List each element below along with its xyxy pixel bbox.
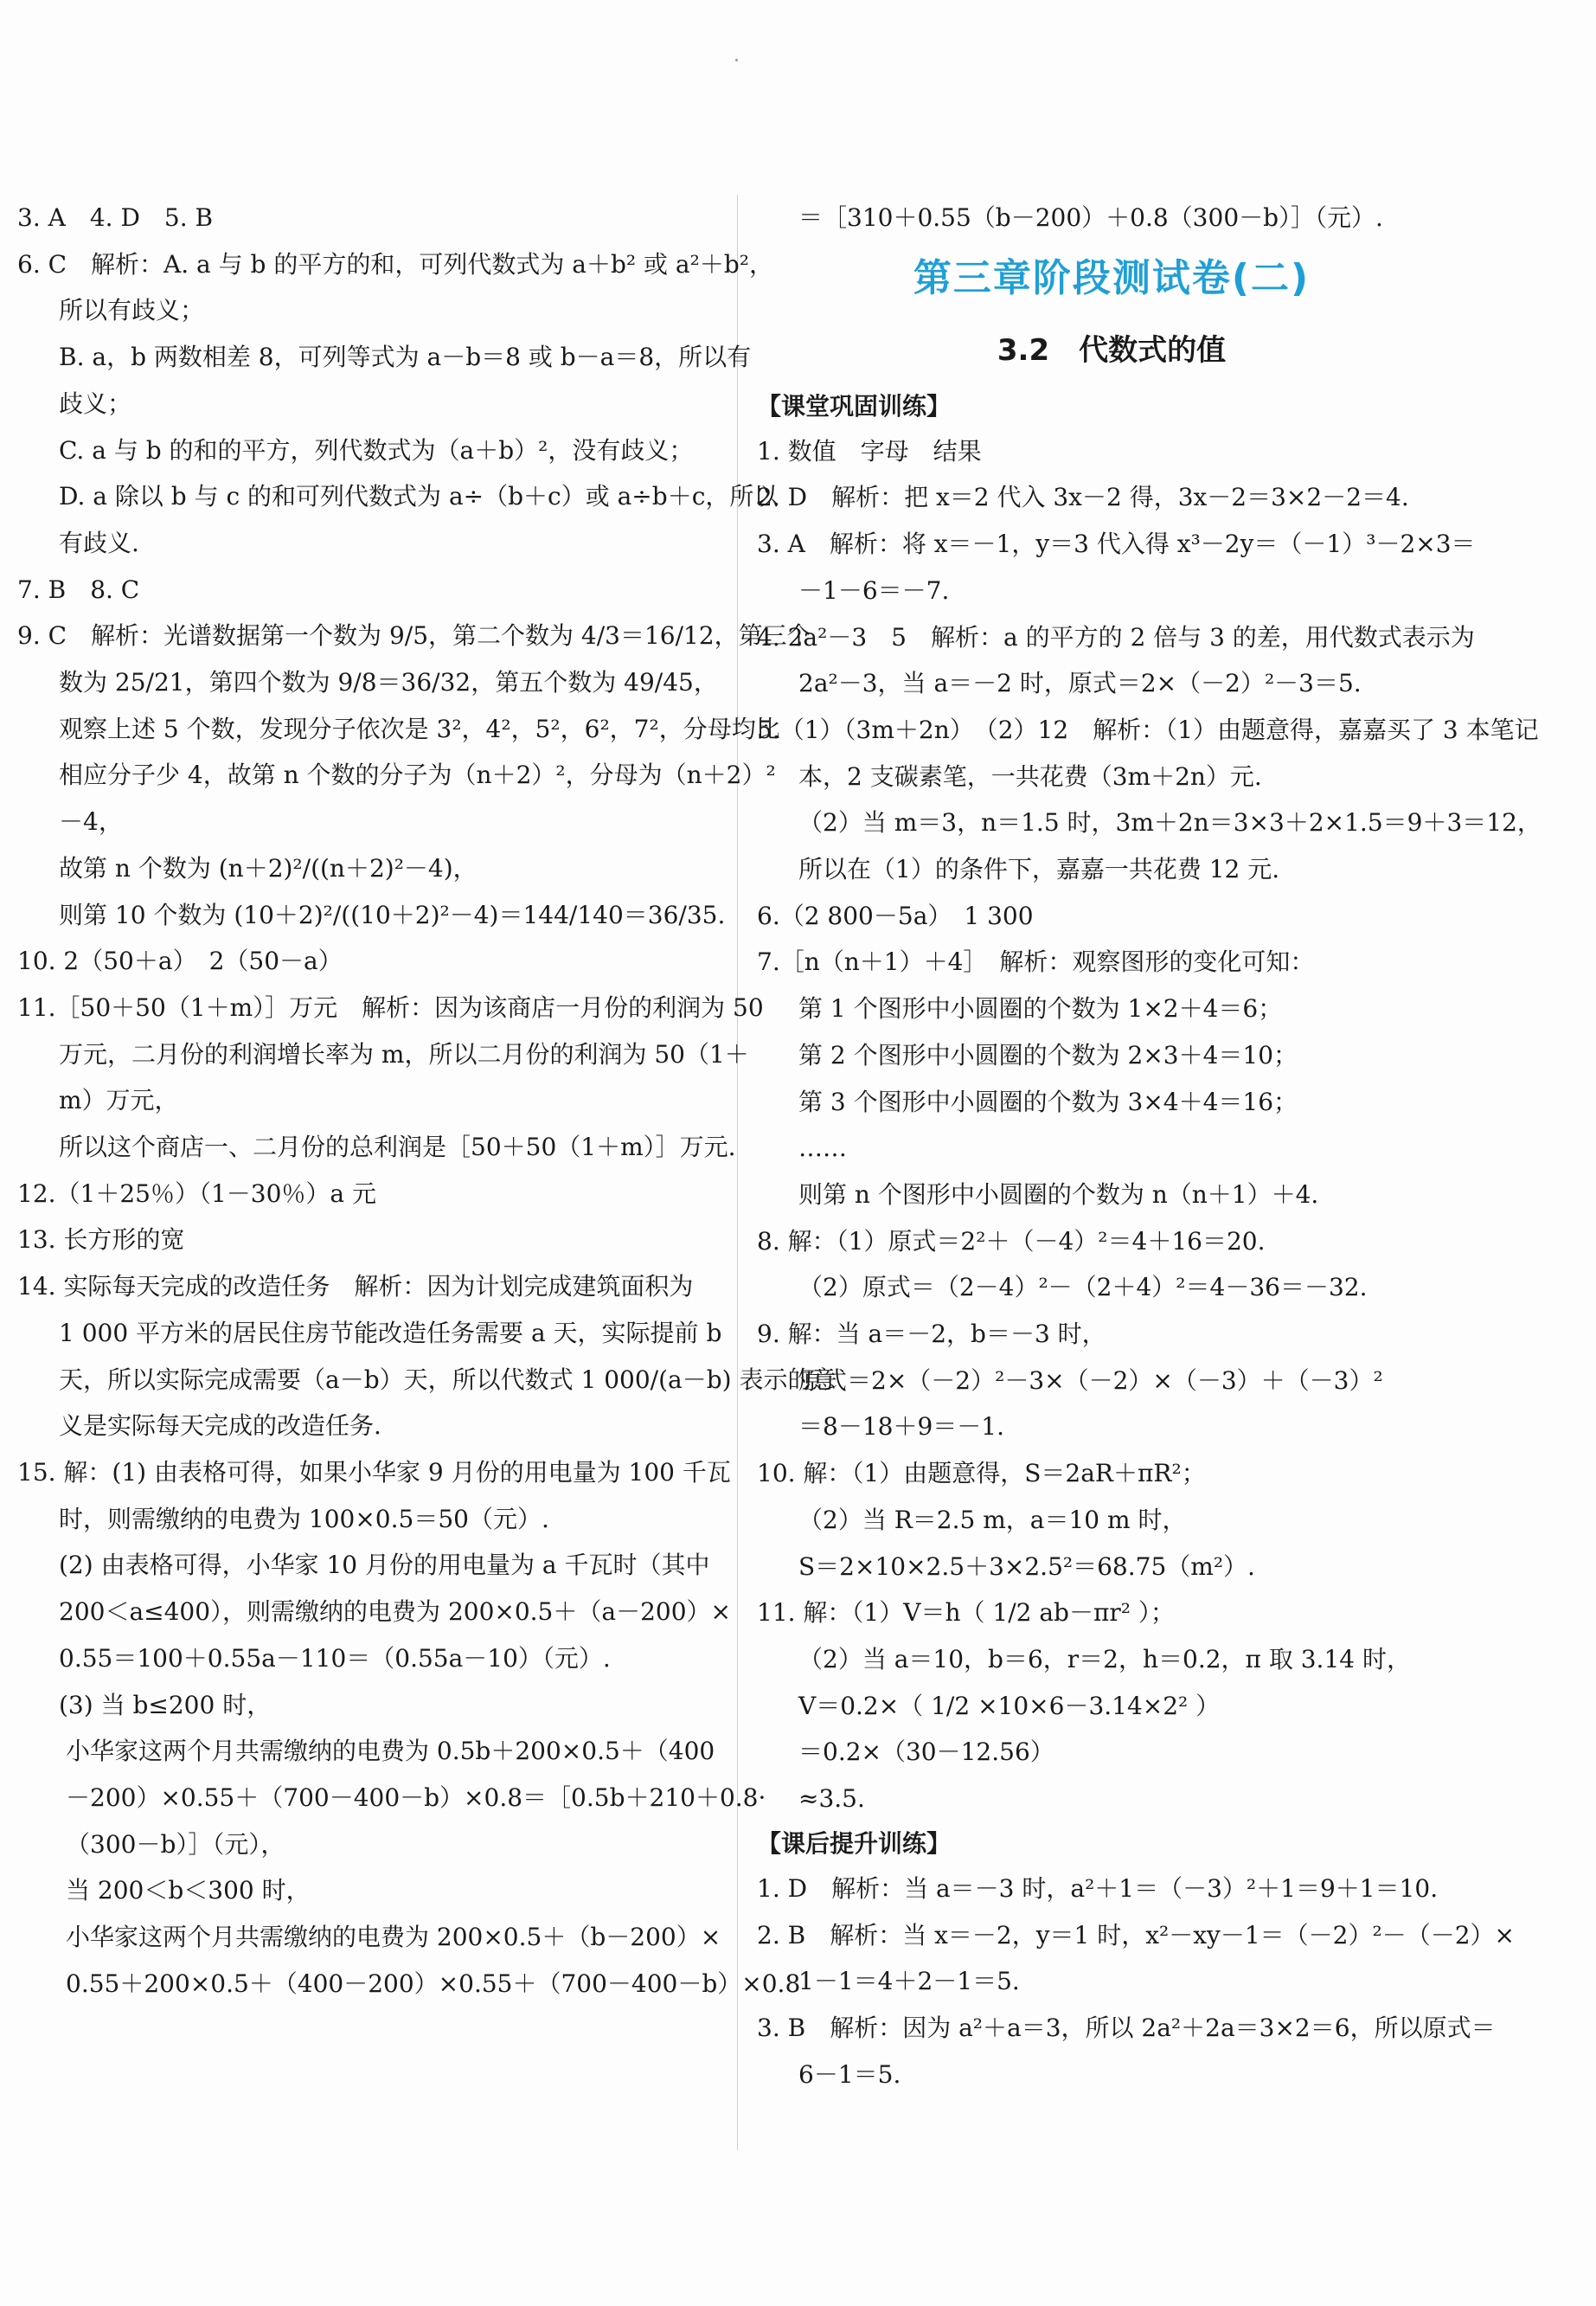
right-column <box>757 195 1542 2097</box>
answer-line: 0.55＝100＋0.55a－110＝（0.55a－10）（元）. <box>59 1643 611 1673</box>
answer-line: （2）当 R＝2.5 m，a＝10 m 时， <box>798 1505 1187 1534</box>
answer-line: 则第 10 个数为 (10＋2)²/((10＋2)²－4)＝144/140＝36/35. <box>59 900 726 929</box>
answer-line: －200）×0.55＋（700－400－b）×0.8＝［0.5b＋210＋0.8· <box>66 1782 766 1812</box>
answer-line: 数为 25/21，第四个数为 9/8＝36/32，第五个数为 49/45， <box>59 668 718 697</box>
answer-line: 10. 解：（1）由题意得，S＝2aR＋πR²； <box>757 1459 1206 1488</box>
answer-line: （2）原式＝（2－4）²－（2＋4）²＝4－36＝－32. <box>798 1273 1368 1302</box>
answer-line: D. a 除以 b 与 c 的和可列代数式为 a÷（b＋c）或 a÷b＋c，所以 <box>59 482 779 511</box>
answer-line: 第 3 个图形中小圆圈的个数为 3×4＋4＝16； <box>798 1087 1298 1116</box>
section-title: 3.2 代数式的值 <box>997 332 1227 368</box>
answer-line: 所以在（1）的条件下，嘉嘉一共花费 12 元. <box>798 855 1280 884</box>
scan-speck <box>735 59 738 61</box>
answer-line: （2）当 a＝10，b＝6，r＝2，h＝0.2，π 取 3.14 时， <box>798 1644 1411 1673</box>
answer-line: 则第 n 个图形中小圆圈的个数为 n（n＋1）＋4. <box>798 1179 1319 1209</box>
answer-line: 6－1＝5. <box>798 2059 901 2089</box>
answer-line: 小华家这两个月共需缴纳的电费为 0.5b＋200×0.5＋（400 <box>66 1737 715 1766</box>
answer-line: C. a 与 b 的和的平方，列代数式为（a＋b）²，没有歧义； <box>59 435 694 465</box>
answer-line: 当 200＜b＜300 时， <box>66 1876 311 1905</box>
answer-line: 本，2 支碳素笔，一共花费（3m＋2n）元. <box>798 761 1262 791</box>
answer-line: 观察上述 5 个数，发现分子依次是 3²，4²，5²，6²，7²，分母均比 <box>59 714 780 743</box>
answer-line: 7.［n（n＋1）＋4］ 解析：观察图形的变化可知： <box>757 947 1315 977</box>
answer-line: －4， <box>59 807 123 837</box>
answer-line: 第 1 个图形中小圆圈的个数为 1×2＋4＝6； <box>798 994 1283 1024</box>
section-label-classroom: 【课堂巩固训练】 <box>757 391 952 421</box>
answer-line: 3. A 4. D 5. B <box>17 203 214 232</box>
continued-line: ＝［310＋0.55（b－200）＋0.8（300－b）］（元）. <box>798 203 1383 232</box>
answer-line: S＝2×10×2.5＋3×2.5²＝68.75（m²）. <box>798 1551 1255 1581</box>
answer-line: (2) 由表格可得，小华家 10 月份的用电量为 a 千瓦时（其中 <box>59 1551 710 1580</box>
answer-line: 200＜a≤400），则需缴纳的电费为 200×0.5＋（a－200）× <box>59 1597 731 1627</box>
answer-line: ＝0.2×（30－12.56） <box>798 1738 1054 1767</box>
answer-line: ≈3.5. <box>798 1784 865 1814</box>
answer-line: 9. 解：当 a＝－2，b＝－3 时， <box>757 1320 1106 1349</box>
answer-line: 义是实际每天完成的改造任务. <box>59 1411 381 1441</box>
answer-line: 2a²－3，当 a＝－2 时，原式＝2×（－2）²－3＝5. <box>798 669 1362 698</box>
answer-line: 天，所以实际完成需要（a－b）天，所以代数式 1 000/(a－b) 表示的意 <box>59 1365 836 1394</box>
answer-line: …… <box>798 1134 847 1163</box>
answer-line: 9. C 解析：光谱数据第一个数为 9/5，第二个数为 4/3＝16/12，第三个 <box>17 621 811 651</box>
chapter-title: 第三章阶段测试卷(二) <box>913 255 1311 300</box>
answer-line: 4. 2a²－3 5 解析：a 的平方的 2 倍与 3 的差，用代数式表示为 <box>757 622 1475 652</box>
answer-line: 14. 实际每天完成的改造任务 解析：因为计划完成建筑面积为 <box>17 1272 694 1301</box>
answer-line: 11. 解：（1）V＝h（ 1/2 ab－πr² ）； <box>757 1598 1175 1628</box>
answer-line: 所以这个商店一、二月份的总利润是［50＋50（1＋m）］万元. <box>59 1133 736 1162</box>
answer-line: B. a，b 两数相差 8，可列等式为 a－b＝8 或 b－a＝8，所以有 <box>59 343 752 372</box>
answer-line: 7. B 8. C <box>17 575 140 604</box>
answer-line: 0.55＋200×0.5＋（400－200）×0.55＋（700－400－b）×0.8 <box>66 1969 801 1998</box>
answer-line: 3. A 解析：将 x＝－1，y＝3 代入得 x³－2y＝（－1）³－2×3＝ <box>757 530 1476 559</box>
answer-line: ＝8－18＋9＝－1. <box>798 1412 1004 1442</box>
answer-line: 13. 长方形的宽 <box>17 1225 185 1255</box>
answer-line: 2. D 解析：把 x＝2 代入 3x－2 得，3x－2＝3×2－2＝4. <box>757 483 1409 512</box>
answer-line: 5.（1）（3m＋2n） （2）12 解析：（1）由题意得，嘉嘉买了 3 本笔记 <box>757 715 1539 744</box>
answer-line: 10. 2（50＋a） 2（50－a） <box>17 947 343 976</box>
afterclass-answers <box>757 1866 1515 2098</box>
answer-line: 歧义； <box>59 389 132 418</box>
answer-line: m）万元， <box>59 1086 179 1115</box>
answer-line: 万元，二月份的利润增长率为 m，所以二月份的利润为 50（1＋ <box>59 1039 749 1069</box>
answer-line: 1. 数值 字母 结果 <box>757 436 982 466</box>
answer-line: －1－6＝－7. <box>798 575 950 605</box>
answer-line: 相应分子少 4，故第 n 个数的分子为（n＋2）²，分母为（n＋2）² <box>59 761 776 790</box>
answer-line: 3. B 解析：因为 a²＋a＝3，所以 2a²＋2a＝3×2＝6，所以原式＝ <box>757 2013 1496 2042</box>
answer-line: 8. 解：（1）原式＝2²＋（－4）²＝4＋16＝20. <box>757 1226 1266 1256</box>
answer-line: 6.（2 800－5a） 1 300 <box>757 901 1034 930</box>
answer-line: 所以有歧义； <box>59 296 205 325</box>
answer-line: 1. D 解析：当 a＝－3 时，a²＋1＝（－3）²＋1＝9＋1＝10. <box>757 1873 1439 1903</box>
answer-line: 15. 解：(1) 由表格可得，如果小华家 9 月份的用电量为 100 千瓦 <box>17 1457 731 1487</box>
classroom-answers <box>757 428 1542 1822</box>
answer-line: 11.［50＋50（1＋m）］万元 解析：因为该商店一月份的利润为 50 <box>17 992 764 1022</box>
answer-line: 12.（1＋25％）（1－30％）a 元 <box>17 1179 377 1208</box>
answer-line: 1 000 平方米的居民住房节能改造任务需要 a 天，实际提前 b <box>59 1318 722 1347</box>
answer-line: （2）当 m＝3，n＝1.5 时，3m＋2n＝3×3＋2×1.5＝9＋3＝12， <box>798 808 1542 838</box>
answer-line: 有歧义. <box>59 528 139 557</box>
answer-line: (3) 当 b≤200 时， <box>59 1690 272 1719</box>
answer-line: 2. B 解析：当 x＝－2，y＝1 时，x²－xy－1＝（－2）²－（－2）× <box>757 1920 1515 1950</box>
section-label-afterclass: 【课后提升训练】 <box>757 1828 952 1858</box>
answer-line: （300－b）］（元）， <box>66 1829 285 1859</box>
answer-line: 小华家这两个月共需缴纳的电费为 200×0.5＋（b－200）× <box>66 1923 721 1952</box>
answer-line: 时，则需缴纳的电费为 100×0.5＝50（元）. <box>59 1504 549 1533</box>
answer-line: V＝0.2×（ 1/2 ×10×6－3.14×2² ） <box>798 1691 1221 1720</box>
answer-line: 1－1＝4＋2－1＝5. <box>798 1967 1020 1996</box>
answer-line: 第 2 个图形中小圆圈的个数为 2×3＋4＝10； <box>798 1040 1298 1069</box>
left-column <box>17 195 836 2007</box>
answer-line: 6. C 解析：A. a 与 b 的平方的和，可列代数式为 a＋b² 或 a²＋b²， <box>17 249 773 279</box>
answer-line: 故第 n 个数为 (n＋2)²/((n＋2)²－4)， <box>59 853 478 883</box>
answer-line: 原式＝2×（－2）²－3×（－2）×（－3）＋（－3）² <box>798 1365 1383 1395</box>
